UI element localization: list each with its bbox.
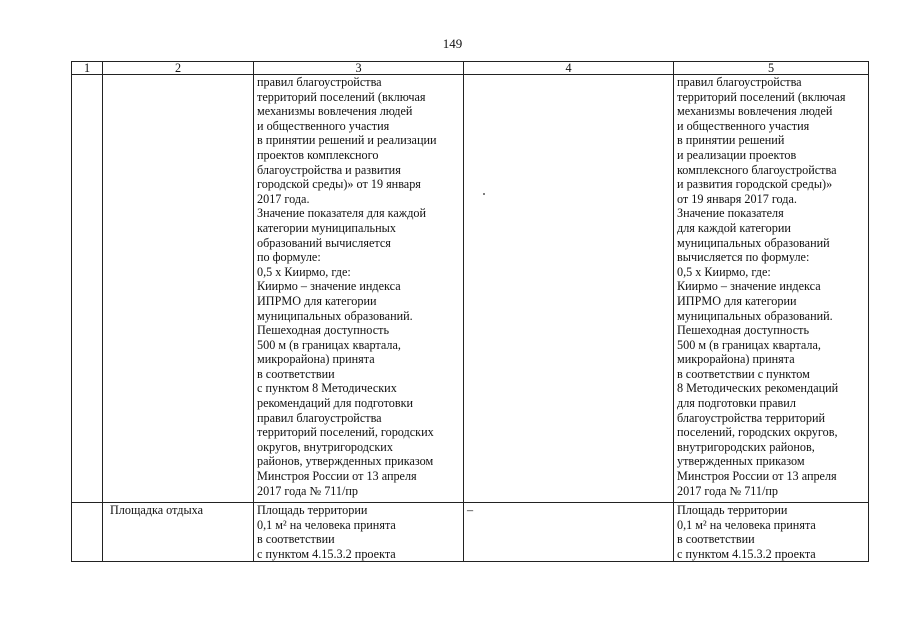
text-line: для каждой категории: [677, 220, 791, 235]
text-line: в соответствии: [257, 532, 335, 547]
text-line: вычисляется по формуле:: [677, 250, 810, 265]
text-line: с пунктом 4.15.3.2 проекта: [677, 546, 816, 561]
text-line: 8 Методических рекомендаций: [677, 381, 839, 396]
text-line: по формуле:: [257, 250, 321, 265]
text-line: поселений, городских округов,: [677, 425, 838, 440]
table-row: [72, 75, 869, 503]
text-line: муниципальных образований: [677, 235, 830, 250]
text-line: механизмы вовлечения людей: [257, 104, 413, 119]
row2-col3-text: [257, 503, 460, 561]
text-line: 2017 года № 711/пр: [677, 483, 779, 498]
text-line: для подготовки правил: [677, 396, 796, 411]
row2-col4-cell: [464, 503, 674, 562]
text-line: районов, утвержденных приказом: [257, 454, 434, 469]
scan-speck: [483, 193, 485, 195]
row2-col5-text: [677, 503, 865, 561]
text-line: Значение показателя: [677, 206, 784, 221]
header-col-1: 1: [72, 62, 103, 75]
text-line: 0,5 х Киирмо, где:: [257, 264, 351, 279]
text-line: 500 м (в границах квартала,: [257, 337, 401, 352]
row1-col3-text: [257, 75, 460, 498]
text-line: и реализации проектов: [677, 147, 797, 162]
text-line: Киирмо – значение индекса: [677, 279, 821, 294]
text-line: благоустройства территорий: [677, 410, 826, 425]
text-line: в соответствии: [257, 366, 335, 381]
text-line: с пунктом 4.15.3.2 проекта: [257, 546, 396, 561]
text-line: микрорайона) принята: [257, 352, 375, 367]
row1-col3-cell: [254, 75, 464, 503]
text-line: муниципальных образований.: [257, 308, 413, 323]
row1-col2-cell: [103, 75, 254, 503]
text-line: 2017 года № 711/пр: [257, 483, 359, 498]
text-line: и общественного участия: [257, 118, 390, 133]
text-line: от 19 января 2017 года.: [677, 191, 797, 206]
row1-col1-cell: [72, 75, 103, 503]
text-line: Площадь территории: [257, 503, 368, 517]
text-line: образований вычисляется: [257, 235, 391, 250]
text-line: 500 м (в границах квартала,: [677, 337, 821, 352]
text-line: ИПРМО для категории: [257, 293, 377, 308]
text-line: внутригородских районов,: [677, 439, 815, 454]
row2-col4-text: –: [467, 503, 474, 517]
text-line: муниципальных образований.: [677, 308, 833, 323]
text-line: правил благоустройства: [677, 75, 802, 89]
text-line: категории муниципальных: [257, 220, 396, 235]
row2-col1-cell: [72, 503, 103, 562]
header-col-3: 3: [254, 62, 464, 75]
text-line: 0,5 х Киирмо, где:: [677, 264, 771, 279]
text-line: округов, внутригородских: [257, 439, 393, 454]
text-line: в соответствии: [677, 532, 755, 547]
header-col-5: 5: [674, 62, 869, 75]
row1-col5-text: [677, 75, 865, 498]
text-line: Киирмо – значение индекса: [257, 279, 401, 294]
text-line: рекомендаций для подготовки: [257, 396, 414, 411]
text-line: Минстроя России от 13 апреля: [257, 469, 417, 484]
row2-col2-text: Площадка отдыха: [110, 503, 203, 517]
row2-col2-cell: [103, 503, 254, 562]
text-line: в соответствии с пунктом: [677, 366, 810, 381]
header-col-2: 2: [103, 62, 254, 75]
row2-col5-cell: [674, 503, 869, 562]
text-line: городской среды)» от 19 января: [257, 177, 421, 192]
text-line: правил благоустройства: [257, 410, 382, 425]
text-line: 0,1 м² на человека принята: [677, 517, 816, 532]
document-table: [71, 61, 869, 562]
text-line: Значение показателя для каждой: [257, 206, 427, 221]
text-line: утвержденных приказом: [677, 454, 805, 469]
text-line: в принятии решений и реализации: [257, 133, 437, 148]
text-line: механизмы вовлечения людей: [677, 104, 833, 119]
text-line: комплексного благоустройства: [677, 162, 837, 177]
text-line: территорий поселений (включая: [257, 89, 426, 104]
page-number: 149: [442, 36, 463, 51]
text-line: Площадь территории: [677, 503, 788, 517]
text-line: Пешеходная доступность: [677, 323, 810, 338]
row1-col5-cell: [674, 75, 869, 503]
text-line: микрорайона) принята: [677, 352, 795, 367]
text-line: 0,1 м² на человека принята: [257, 517, 396, 532]
text-line: благоустройства и развития: [257, 162, 401, 177]
text-line: территорий поселений, городских: [257, 425, 434, 440]
text-line: 2017 года.: [257, 191, 310, 206]
text-line: Пешеходная доступность: [257, 323, 390, 338]
row1-col4-cell: [464, 75, 674, 503]
text-line: Минстроя России от 13 апреля: [677, 469, 837, 484]
text-line: с пунктом 8 Методических: [257, 381, 397, 396]
text-line: и общественного участия: [677, 118, 810, 133]
text-line: правил благоустройства: [257, 75, 382, 89]
table-header-row: [72, 62, 869, 75]
text-line: ИПРМО для категории: [677, 293, 797, 308]
header-col-4: 4: [464, 62, 674, 75]
text-line: и развития городской среды)»: [677, 177, 833, 192]
text-line: в принятии решений: [677, 133, 785, 148]
text-line: проектов комплексного: [257, 147, 379, 162]
row2-col3-cell: [254, 503, 464, 562]
text-line: территорий поселений (включая: [677, 89, 846, 104]
table-row: [72, 503, 869, 562]
